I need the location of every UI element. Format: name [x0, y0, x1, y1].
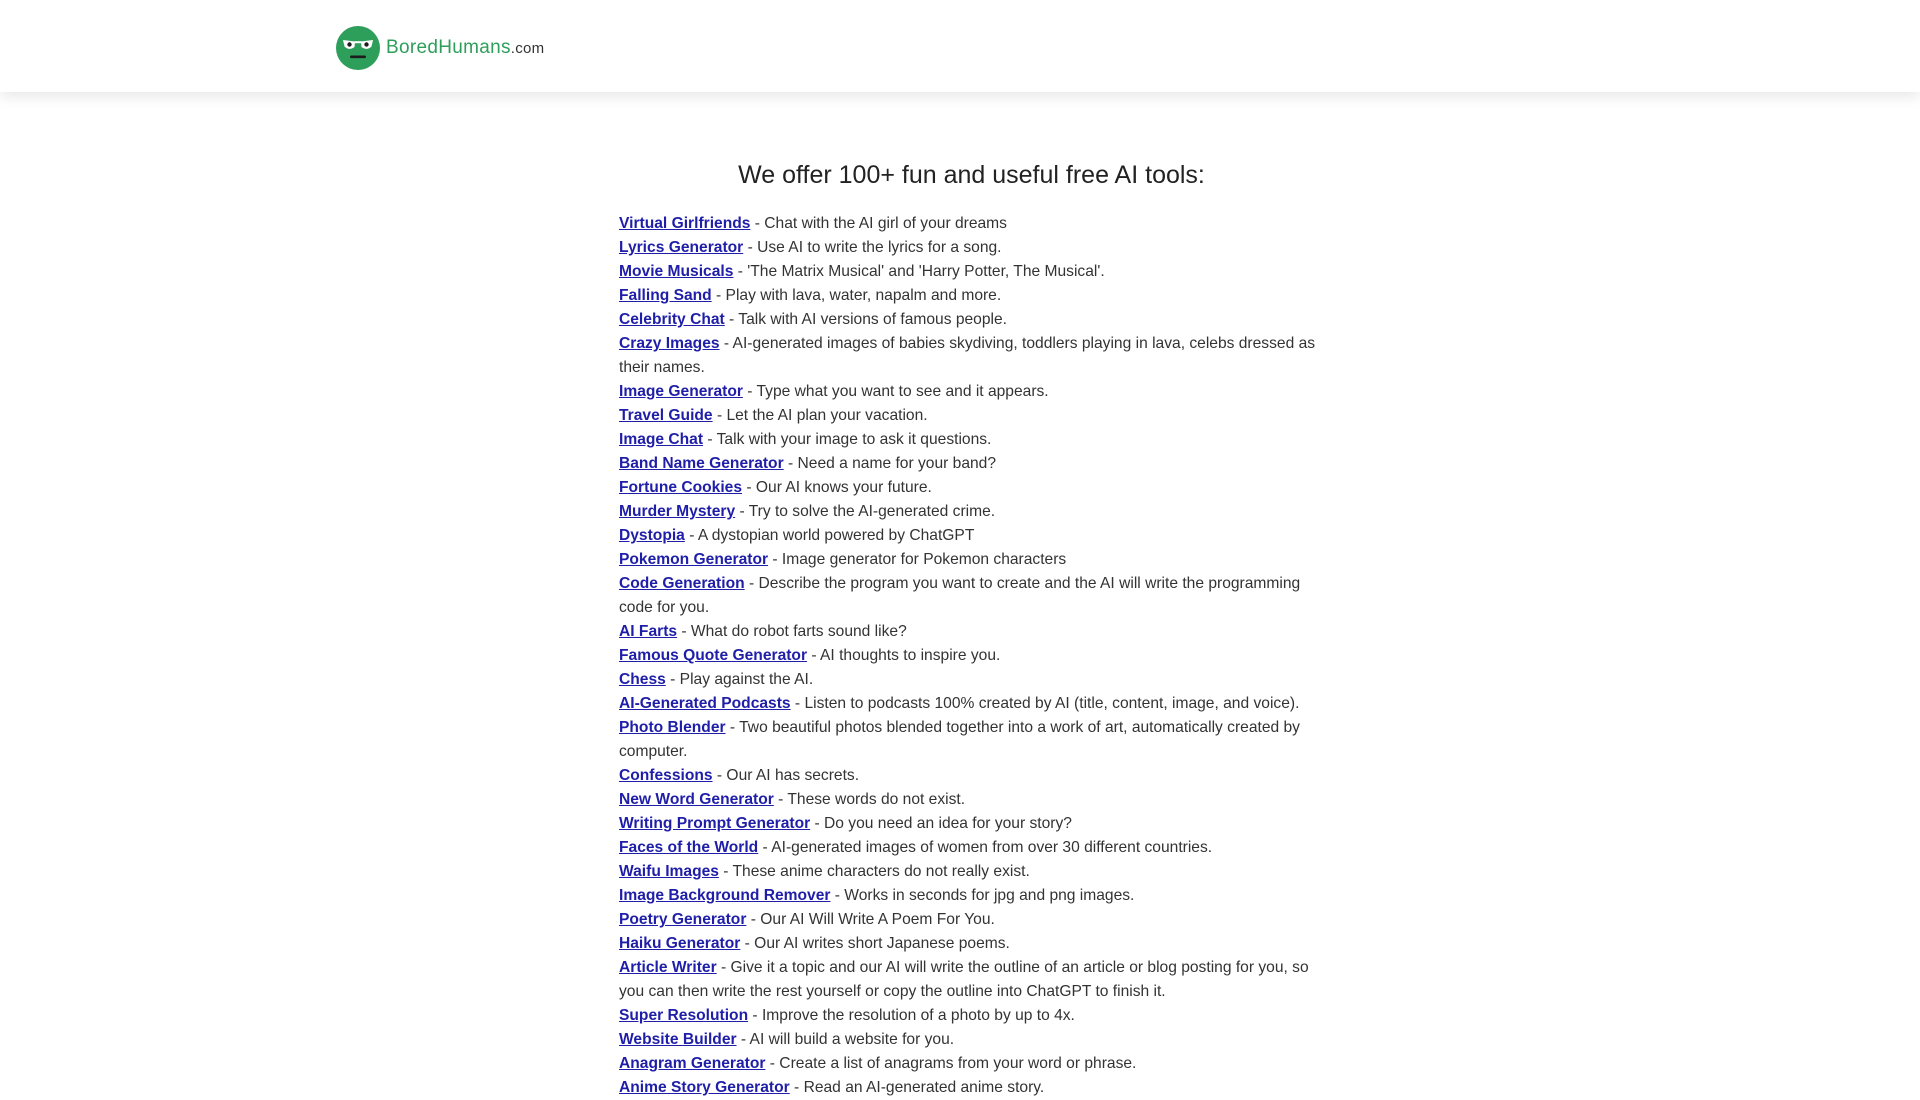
tool-description: - Our AI Will Write A Poem For You.	[746, 911, 995, 928]
tool-link[interactable]: Chess	[619, 671, 666, 688]
tool-description: - 'The Matrix Musical' and 'Harry Potter, The Musical'.	[733, 263, 1105, 280]
tool-link[interactable]: AI-Generated Podcasts	[619, 695, 791, 712]
tool-link[interactable]: Confessions	[619, 767, 713, 784]
smiley-face-icon	[336, 26, 380, 70]
tool-description: - These words do not exist.	[773, 791, 966, 808]
tool-description: - Try to solve the AI-generated crime.	[735, 503, 996, 520]
tool-link[interactable]: Anagram Generator	[619, 1055, 766, 1072]
tool-description: - What do robot farts sound like?	[677, 623, 907, 640]
tool-description: - Play against the AI.	[665, 671, 814, 688]
tool-link[interactable]: Anime Story Generator	[619, 1079, 790, 1096]
logo-tld-text: .com	[510, 39, 545, 57]
tool-list-item	[619, 908, 1324, 932]
tool-list-item	[619, 380, 1324, 404]
tool-list-item	[619, 956, 1324, 1004]
tool-list-item	[619, 404, 1324, 428]
tool-description: - Describe the program you want to create and the AI will write the programming code for you.	[619, 575, 1301, 616]
tool-description: - Use AI to write the lyrics for a song.	[743, 239, 1002, 256]
tool-link[interactable]: New Word Generator	[619, 791, 774, 808]
tool-list-item	[619, 692, 1324, 716]
tool-description: - AI thoughts to inspire you.	[807, 647, 1001, 664]
tool-link[interactable]: Website Builder	[619, 1031, 737, 1048]
tool-list-item	[619, 812, 1324, 836]
tool-link[interactable]: Image Chat	[619, 431, 704, 448]
tool-list-item	[619, 644, 1324, 668]
tool-link[interactable]: AI Farts	[619, 623, 678, 640]
tool-list-item	[619, 236, 1324, 260]
tool-list-item	[619, 668, 1324, 692]
tool-description: - Type what you want to see and it appears.	[742, 383, 1049, 400]
tool-description: - Give it a topic and our AI will write the outline of an article or blog posting for you, so you can then write the rest yourself or copy the outline into ChatGPT to finish it.	[619, 959, 1309, 1000]
tool-link[interactable]: Image Generator	[619, 383, 743, 400]
tool-list-item	[619, 260, 1324, 284]
tool-list-item	[619, 788, 1324, 812]
tool-link[interactable]: Movie Musicals	[619, 263, 734, 280]
logo-brand-text: BoredHumans	[386, 36, 511, 58]
site-logo-link[interactable]	[336, 26, 544, 70]
tool-link[interactable]: Faces of the World	[619, 839, 759, 856]
tool-list-item	[619, 428, 1324, 452]
tool-description: - Talk with AI versions of famous people.	[724, 311, 1007, 328]
tool-link[interactable]: Travel Guide	[619, 407, 713, 424]
tool-link[interactable]: Code Generation	[619, 575, 745, 592]
tool-link[interactable]: Virtual Girlfriends	[619, 215, 751, 232]
tool-link[interactable]: Fortune Cookies	[619, 479, 743, 496]
tool-description: - AI-generated images of babies skydiving, toddlers playing in lava, celebs dressed as their names.	[619, 335, 1316, 376]
tool-description: - Image generator for Pokemon characters	[768, 551, 1067, 568]
tool-link[interactable]: Band Name Generator	[619, 455, 784, 472]
tool-description: - Need a name for your band?	[783, 455, 997, 472]
tool-description: - These anime characters do not really exist.	[718, 863, 1030, 880]
site-header	[0, 0, 1920, 92]
tool-link[interactable]: Falling Sand	[619, 287, 712, 304]
tool-list-item	[619, 932, 1324, 956]
tool-list-item	[619, 884, 1324, 908]
tool-description: - Let the AI plan your vacation.	[712, 407, 928, 424]
tool-link[interactable]: Image Background Remover	[619, 887, 831, 904]
tool-list-item	[619, 524, 1324, 548]
tool-link[interactable]: Crazy Images	[619, 335, 720, 352]
tool-link[interactable]: Poetry Generator	[619, 911, 747, 928]
tool-description: - Improve the resolution of a photo by up to 4x.	[748, 1007, 1075, 1024]
tool-list-item	[619, 308, 1324, 332]
tool-link[interactable]: Waifu Images	[619, 863, 719, 880]
tool-description: - Listen to podcasts 100% created by AI (title, content, image, and voice).	[790, 695, 1300, 712]
tool-description: - Talk with your image to ask it questions.	[703, 431, 992, 448]
tool-description: - A dystopian world powered by ChatGPT	[684, 527, 975, 544]
tool-description: - AI-generated images of women from over 30 different countries.	[758, 839, 1213, 856]
tool-description: - Read an AI-generated anime story.	[789, 1079, 1045, 1096]
tool-link[interactable]: Famous Quote Generator	[619, 647, 808, 664]
tool-list-item	[619, 476, 1324, 500]
tool-description: - Chat with the AI girl of your dreams	[750, 215, 1007, 232]
tool-description: - Works in seconds for jpg and png images.	[830, 887, 1135, 904]
tool-list-item	[619, 764, 1324, 788]
tool-list-item	[619, 1052, 1324, 1076]
tool-description: - AI will build a website for you.	[736, 1031, 955, 1048]
tool-link[interactable]: Article Writer	[619, 959, 717, 976]
tool-description: - Our AI knows your future.	[742, 479, 932, 496]
tool-list-item	[619, 620, 1324, 644]
tool-description: - Two beautiful photos blended together into a work of art, automatically created by computer.	[619, 719, 1300, 760]
tool-description: - Our AI writes short Japanese poems.	[740, 935, 1010, 952]
tool-list-item	[619, 836, 1324, 860]
tool-list-item	[619, 548, 1324, 572]
tool-link[interactable]: Lyrics Generator	[619, 239, 744, 256]
tool-list-item	[619, 1004, 1324, 1028]
tool-description: - Our AI has secrets.	[712, 767, 860, 784]
tool-list-item	[619, 500, 1324, 524]
tool-link[interactable]: Photo Blender	[619, 719, 726, 736]
tool-link[interactable]: Dystopia	[619, 527, 685, 544]
tool-list-item	[619, 332, 1324, 380]
tool-list-item	[619, 212, 1324, 236]
tool-link[interactable]: Super Resolution	[619, 1007, 749, 1024]
logo-wordmark	[386, 38, 544, 57]
main-content	[619, 150, 1324, 1100]
tool-description: - Play with lava, water, napalm and more.	[711, 287, 1002, 304]
tool-link[interactable]: Pokemon Generator	[619, 551, 769, 568]
tool-description: - Create a list of anagrams from your word or phrase.	[765, 1055, 1137, 1072]
tool-list-item	[619, 452, 1324, 476]
tool-list-item	[619, 284, 1324, 308]
tool-link[interactable]: Murder Mystery	[619, 503, 736, 520]
tool-description: - Do you need an idea for your story?	[810, 815, 1072, 832]
tool-list-item	[619, 716, 1324, 764]
tool-link[interactable]: Writing Prompt Generator	[619, 815, 811, 832]
tool-list	[619, 212, 1324, 1100]
tool-link[interactable]: Haiku Generator	[619, 935, 741, 952]
tool-list-item	[619, 572, 1324, 620]
tool-list-item	[619, 860, 1324, 884]
page-title: We offer 100+ fun and useful free AI tools:	[738, 161, 1205, 189]
tool-list-item	[619, 1028, 1324, 1052]
tool-link[interactable]: Celebrity Chat	[619, 311, 725, 328]
